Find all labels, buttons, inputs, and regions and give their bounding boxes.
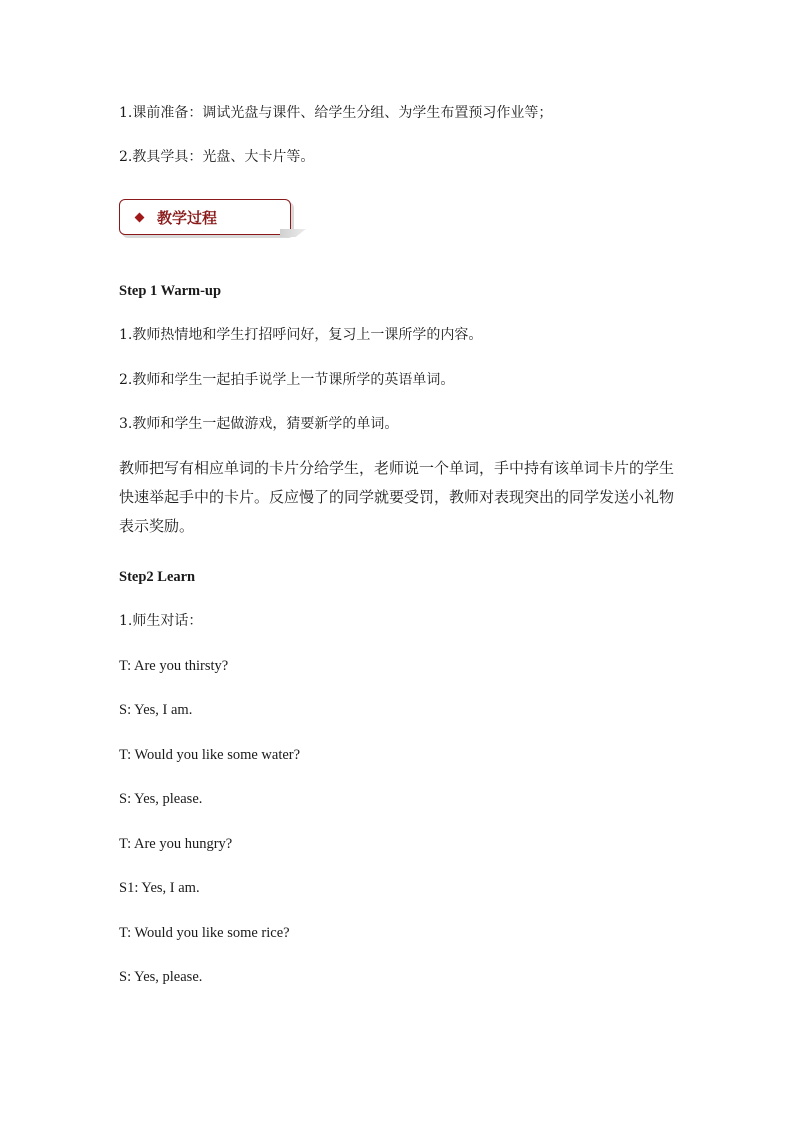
dialogue-line: T: Would you like some water? bbox=[119, 747, 301, 763]
section-banner bbox=[119, 199, 291, 235]
step2-intro: 1.师生对话： bbox=[119, 613, 203, 629]
dialogue-line: T: Would you like some rice? bbox=[119, 925, 290, 941]
dialogue-line: T: Are you hungry? bbox=[119, 836, 233, 852]
step1-item-2: 2.教师和学生一起拍手说学上一节课所学的英语单词。 bbox=[119, 372, 455, 388]
prep-item-2: 2.教具学具：光盘、大卡片等。 bbox=[119, 149, 315, 165]
banner-shadow-tail bbox=[280, 229, 306, 237]
step1-heading: Step 1 Warm-up bbox=[119, 283, 222, 299]
dialogue-line: S: Yes, I am. bbox=[119, 702, 193, 718]
diamond-icon bbox=[135, 213, 145, 223]
prep-item-1: 1.课前准备：调试光盘与课件、给学生分组、为学生布置预习作业等； bbox=[119, 105, 553, 121]
section-title: 教学过程 bbox=[157, 209, 218, 227]
dialogue-line: S1: Yes, I am. bbox=[119, 880, 200, 896]
step1-item-3: 3.教师和学生一起做游戏，猜要新学的单词。 bbox=[119, 416, 399, 432]
dialogue-line: S: Yes, please. bbox=[119, 969, 203, 985]
step1-item-1: 1.教师热情地和学生打招呼问好，复习上一课所学的内容。 bbox=[119, 327, 483, 343]
step1-paragraph: 教师把写有相应单词的卡片分给学生，老师说一个单词，手中持有该单词卡片的学生快速举起手中的卡片。反应慢了的同学就要受罚，教师对表现突出的同学发送小礼物表示奖励。 bbox=[119, 459, 675, 535]
dialogue-line: S: Yes, please. bbox=[119, 791, 203, 807]
dialogue-line: T: Are you thirsty? bbox=[119, 658, 229, 674]
step2-heading: Step2 Learn bbox=[119, 569, 196, 585]
